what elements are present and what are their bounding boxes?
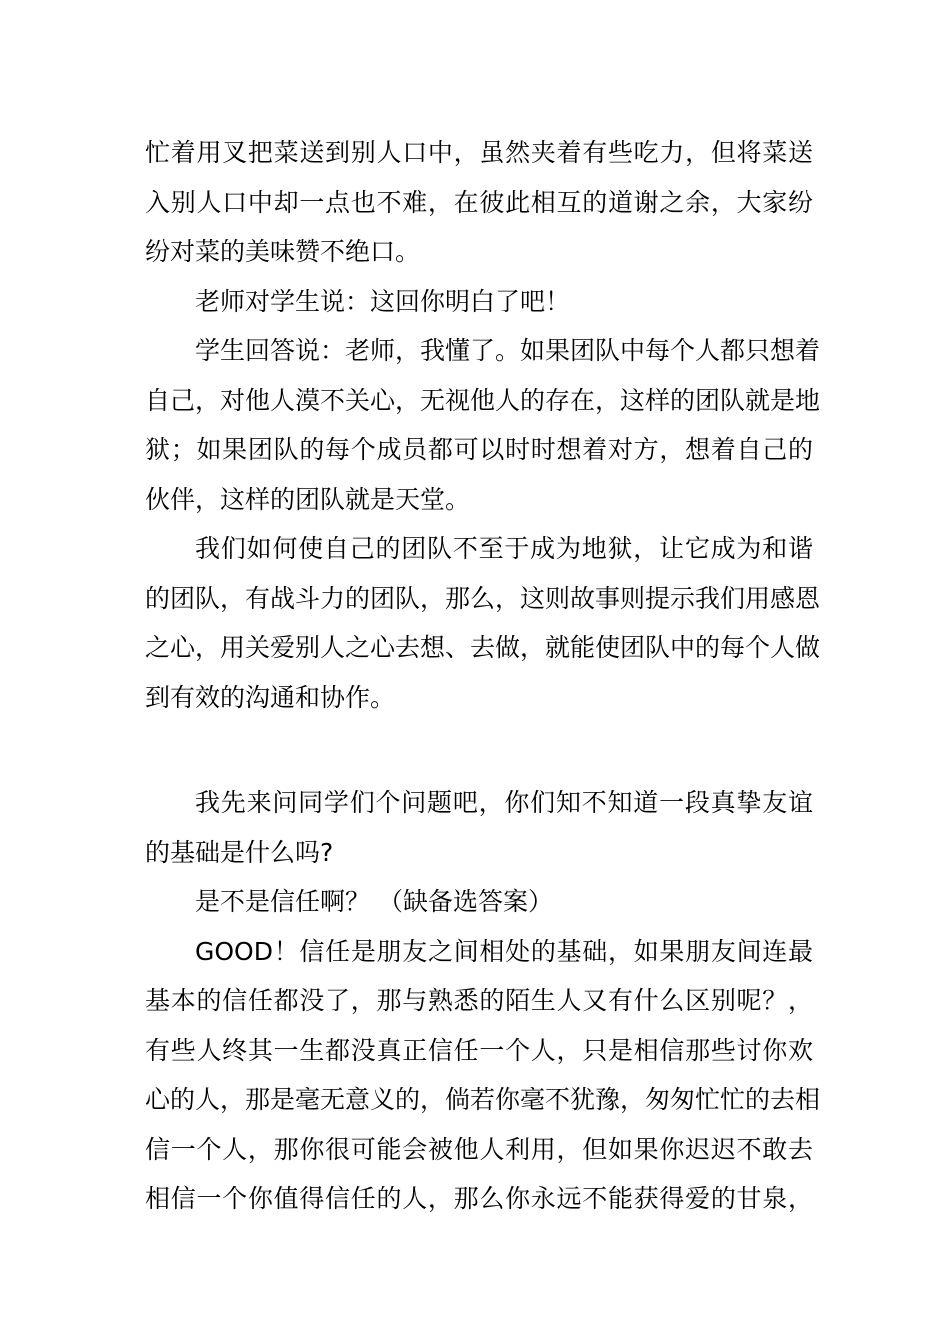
paragraph-line: 纷对菜的美味赞不绝口。	[145, 237, 421, 266]
paragraph-line: 我们如何使自己的团队不至于成为地狱，让它成为和谐	[195, 534, 813, 563]
paragraph-line: 忙着用叉把菜送到别人口中，虽然夹着有些吃力，但将菜送	[145, 138, 813, 167]
paragraph-line: 到有效的沟通和协作。	[145, 682, 396, 712]
friendship-text-block	[145, 778, 821, 1224]
paragraph-line: 自己，对他人漠不关心，无视他人的存在，这样的团队就是地	[145, 385, 821, 415]
story-text-block	[145, 128, 821, 722]
paragraph-line: 伙伴，这样的团队就是天堂。	[145, 484, 471, 514]
paragraph-line: 基本的信任都没了，那与熟悉的陌生人又有什么区别呢？，	[145, 986, 813, 1015]
paragraph-line: GOOD！信任是朋友之间相处的基础，如果朋友间连最	[195, 936, 813, 966]
paragraph-line: 入别人口中却一点也不难，在彼此相互的道谢之余，大家纷	[145, 187, 813, 217]
paragraph-line: 我先来问同学们个问题吧，你们知不知道一段真挚友谊	[195, 788, 813, 817]
paragraph-line: 有些人终其一生都没真正信任一个人，只是相信那些讨你欢	[145, 1035, 813, 1065]
paragraph-line: 老师对学生说：这回你明白了吧！	[195, 286, 571, 316]
paragraph-line: 之心，用关爱别人之心去想、去做，就能使团队中的每个人做	[145, 633, 821, 662]
paragraph-line: 的团队，有战斗力的团队，那么，这则故事则提示我们用感恩	[145, 583, 821, 613]
paragraph-line: 相信一个你值得信任的人，那么你永远不能获得爱的甘泉，	[145, 1184, 813, 1213]
paragraph-line: 信一个人，那你很可能会被他人利用，但如果你迟迟不敢去	[145, 1134, 813, 1164]
paragraph-line: 狱；如果团队的每个成员都可以时时想着对方，想着自己的	[145, 435, 813, 464]
paragraph-line: 是不是信任啊？ （缺备选答案）	[195, 887, 553, 916]
paragraph-line: 心的人，那是毫无意义的，倘若你毫不犹豫，匆匆忙忙的去相	[145, 1085, 821, 1114]
paragraph-line: 的基础是什么吗?	[145, 837, 334, 867]
paragraph-line: 学生回答说：老师，我懂了。如果团队中每个人都只想着	[195, 336, 821, 365]
